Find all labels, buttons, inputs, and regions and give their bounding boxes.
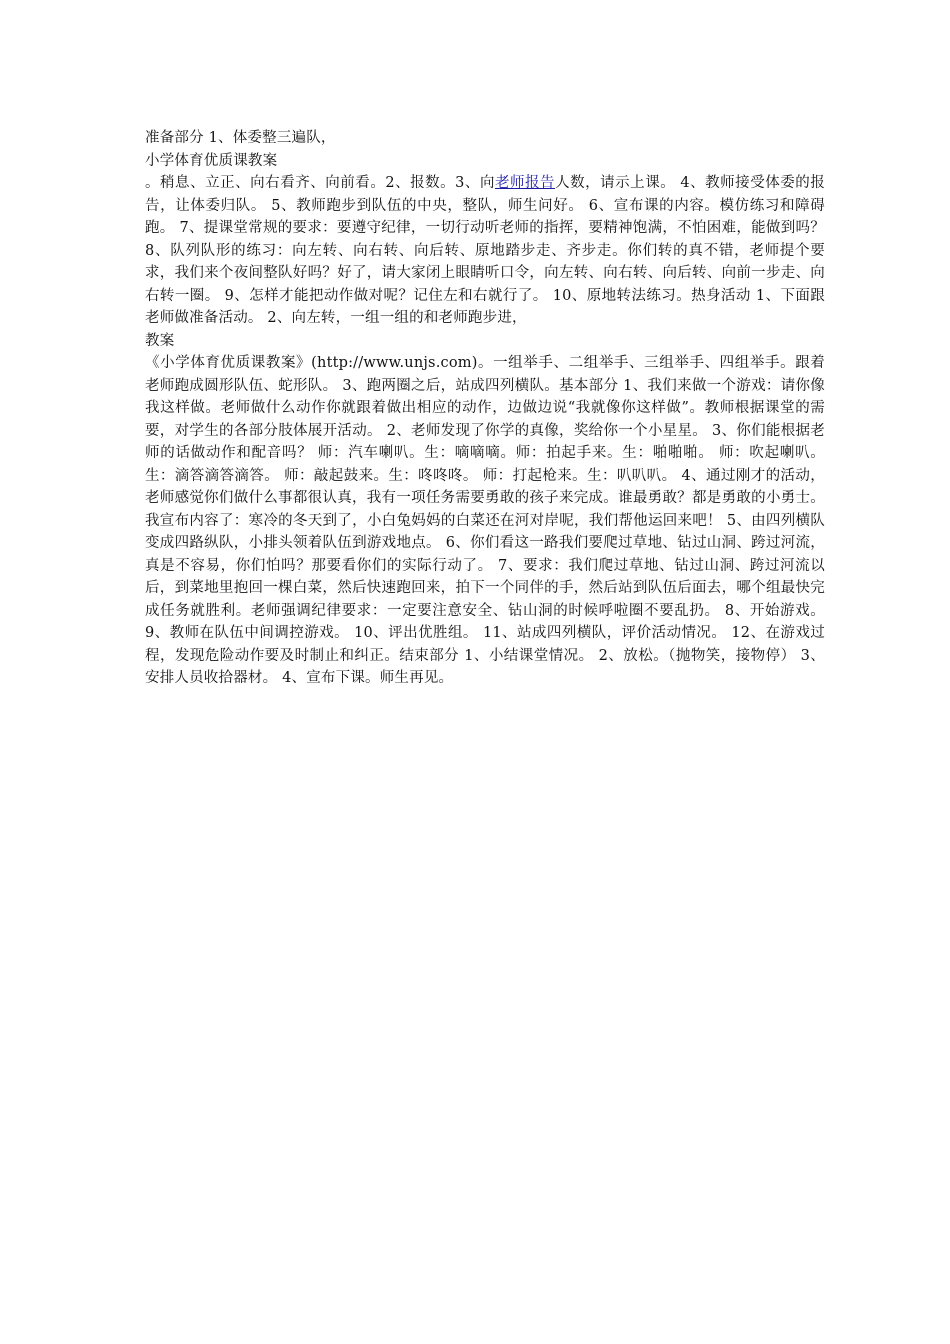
paragraph-main-activity: 《小学体育优质课教案》(http://www.unjs.com)。一组举手、二组举手、三组举手、四组举手。跟着老师跑成圆形队伍、蛇形队。 3、跑两圈之后，站成四列横队。基本部分 1、我们来做一个游戏：请你像我这样做。老师做什么动作你就跟着做出相应的动作，边做边说“我就像你这样做”。教师根据课堂的需要，对学生的各部分肢体展开活动。 2、老师发现了你学的真像，奖给你一个小星星。 3、你们能根据老师的话做动作和配音吗？ 师：汽车喇叭。生：嘀嘀嘀。师：拍起手来。生：啪啪啪。 师：吹起喇叭。生：滴答滴答滴答。 师：敲起鼓来。生：咚咚咚。 师：打起枪来。生：叭叭叭。 4、通过刚才的活动，老师感觉你们做什么事都很认真，我有一项任务需要勇敢的孩子来完成。谁最勇敢？都是勇敢的小勇士。我宣布内容了：寒冷的冬天到了，小白兔妈妈的白菜还在河对岸呢，我们帮他运回来吧！ 5、由四列横队变成四路纵队，小排头领着队伍到游戏地点。 6、你们看这一路我们要爬过草地、钻过山洞、跨过河流，真是不容易，你们怕吗？那要看你们的实际行动了。 7、要求：我们爬过草地、钻过山洞、跨过河流以后，到菜地里抱回一棵白菜，然后快速跑回来，拍下一个同伴的手，然后站到队伍后面去，哪个组最快完成任务就胜利。老师强调纪律要求：一定要注意安全、钻山洞的时候呼啦圈不要乱扔。 8、开始游戏。 9、教师在队伍中间调控游戏。 10、评出优胜组。 11、站成四列横队，评价活动情况。 12、在游戏过程，发现危险动作要及时制止和纠正。结束部分 1、小结课堂情况。 2、放松。（抛物笑，接物停） 3、安排人员收拾器材。 4、宣布下课。师生再见。 bbox=[145, 355, 825, 686]
paragraph-preparation bbox=[145, 172, 825, 330]
document-title: 小学体育优质课教案 bbox=[145, 152, 278, 169]
paragraph-text: 人数，请示上课。 4、教师接受体委的报告，让体委归队。 5、教师跑步到队伍的中央，整队，师生问好。 6、宣布课的内容。模仿练习和障碍跑。 7、提课堂常规的要求：要遵守纪律，一切行动听老师的指挥，要精神饱满，不怕困难，能做到吗？ 8、队列队形的练习：向左转、向右转、向后转、原地踏步走、齐步走。你们转的真不错，老师提个要求，我们来个夜间整队好吗？好了，请大家闭上眼睛听口令，向左转、向右转、向后转、向前一步走、向右转一圈。 9、怎样才能把动作做对呢？记住左和右就行了。 10、原地转法练习。热身活动 1、下面跟老师做准备活动。 2、向左转，一组一组的和老师跑步进， bbox=[145, 175, 825, 326]
section-heading-preparation: 准备部分 1、体委整三遍队， bbox=[145, 130, 336, 146]
teacher-report-link[interactable]: 老师报告 bbox=[494, 175, 556, 191]
document-body bbox=[145, 127, 825, 690]
paragraph-text: 。稍息、立正、向右看齐、向前看。2、报数。3、向 bbox=[145, 175, 495, 191]
section-label-lesson-plan: 教案 bbox=[145, 332, 175, 349]
